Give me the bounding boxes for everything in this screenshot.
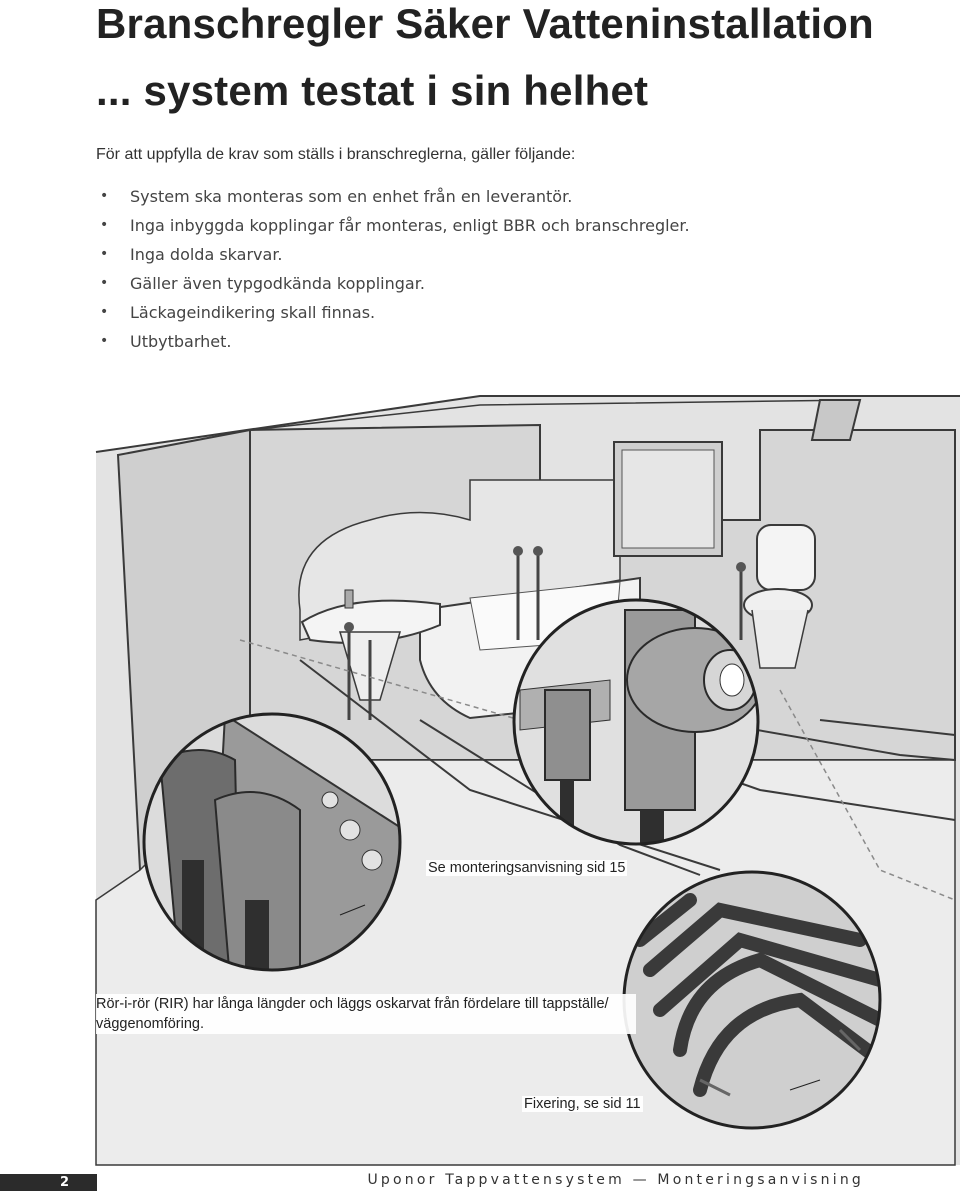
list-item (96, 269, 690, 298)
bullet-icon: • (100, 275, 109, 291)
page-title: Branschregler Säker Vatteninstallation (96, 0, 874, 47)
list-item (96, 298, 690, 327)
page-number: 2 (0, 1174, 97, 1191)
bullet-icon: • (100, 188, 109, 204)
intro-text: För att uppfylla de krav som ställs i branschreglerna, gäller följande: (96, 146, 576, 163)
list-item-text: Inga dolda skarvar. (130, 245, 283, 264)
bullet-icon: • (100, 304, 109, 320)
bullet-icon: • (100, 333, 109, 349)
bullet-icon: • (100, 246, 109, 262)
bullet-icon: • (100, 217, 109, 233)
bathroom-installation-illustration (0, 380, 960, 1170)
list-item (96, 240, 690, 269)
page-subtitle: ... system testat i sin helhet (96, 67, 649, 114)
list-item-text: Inga inbyggda kopplingar får monteras, enligt BBR och branschregler. (130, 216, 690, 235)
list-item-text: Gäller även typgodkända kopplingar. (130, 274, 425, 293)
list-item (96, 182, 690, 211)
list-item-text: Läckageindikering skall finnas. (130, 303, 376, 322)
mirror (614, 442, 722, 556)
footer-text: Uponor Tappvattensystem — Monteringsanvisning (367, 1172, 864, 1188)
list-item (96, 211, 690, 240)
list-item (96, 327, 690, 356)
caption-monteringsanvisning: Se monteringsanvisning sid 15 (428, 860, 626, 876)
list-item-text: Utbytbarhet. (130, 332, 232, 351)
caption-fixering: Fixering, se sid 11 (524, 1096, 641, 1112)
caption-rir: Rör-i-rör (RIR) har långa längder och läggs oskarvat från fördelare till tappställe/ väggenomföring. (96, 994, 636, 1034)
requirements-list (96, 182, 690, 356)
list-item-text: System ska monteras som en enhet från en leverantör. (130, 187, 573, 206)
